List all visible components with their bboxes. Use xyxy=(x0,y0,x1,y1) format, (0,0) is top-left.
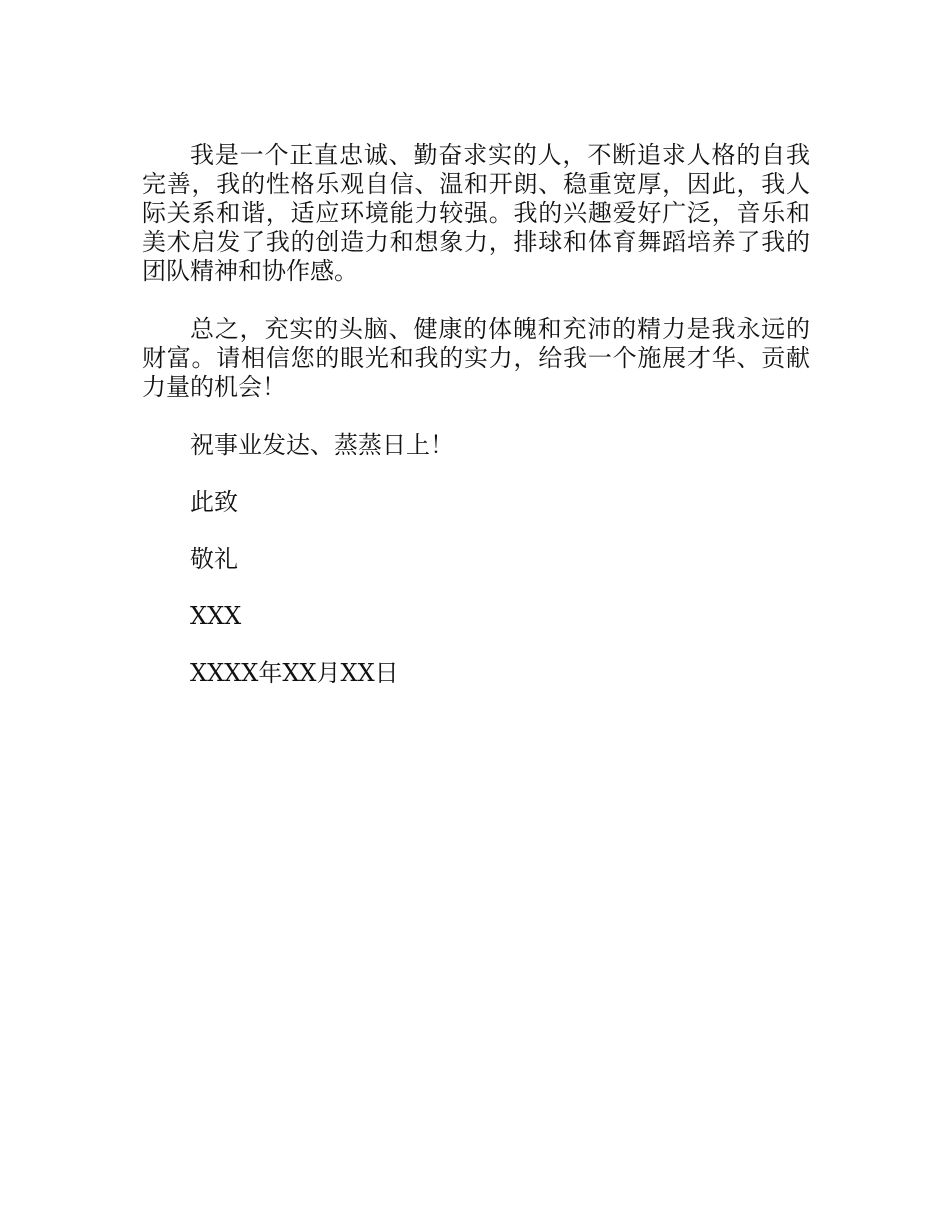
signature: XXX xyxy=(190,602,242,630)
letter-body xyxy=(142,141,810,688)
closing-line-2: 敬礼 xyxy=(190,545,238,573)
paragraph-self-introduction: 我是一个正直忠诚、勤奋求实的人，不断追求人格的自我完善，我的性格乐观自信、温和开朗、稳重宽厚，因此，我人际关系和谐，适应环境能力较强。我的兴趣爱好广泛，音乐和美术启发了我的创造力和想象力，排球和体育舞蹈培养了我的团队精神和协作感。 xyxy=(142,141,810,285)
date-line: XXXX年XX月XX日 xyxy=(190,659,399,687)
paragraph-conclusion: 总之，充实的头脑、健康的体魄和充沛的精力是我永远的财富。请相信您的眼光和我的实力，给我一个施展才华、贡献力量的机会！ xyxy=(142,315,810,401)
wish-line: 祝事业发达、蒸蒸日上！ xyxy=(190,431,454,459)
closing-line-1: 此致 xyxy=(190,488,238,516)
